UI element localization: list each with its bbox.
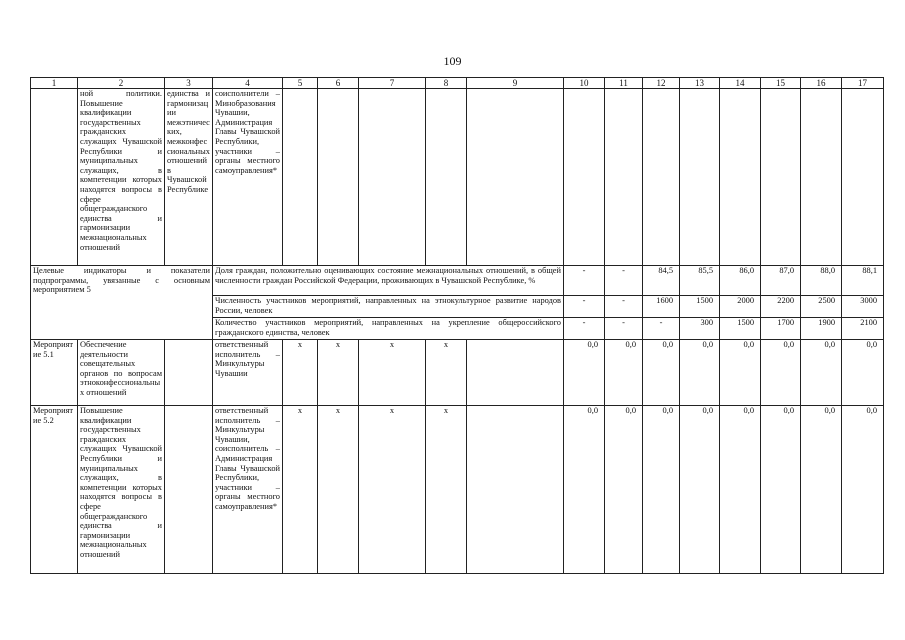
goal-cell [165, 340, 213, 406]
measure-id: Мероприятие 5.2 [31, 406, 78, 574]
funding-value: 0,0 [761, 406, 801, 574]
header-cell: 5 [283, 78, 318, 89]
header-cell: 12 [643, 78, 680, 89]
indicator-value: - [605, 266, 643, 296]
header-cell: 13 [680, 78, 720, 89]
indicator-value: - [643, 318, 680, 340]
indicator-text: Количество участников мероприятий, направленных на укрепление общероссийского гражданского единства, человек [213, 318, 564, 340]
indicator-value: 88,1 [842, 266, 884, 296]
indicator-value: 86,0 [720, 266, 761, 296]
indicator-value: 2000 [720, 296, 761, 318]
indicator-value: 2500 [801, 296, 842, 318]
x-mark: x [426, 340, 467, 406]
indicator-value: 1600 [643, 296, 680, 318]
indicator-value: - [605, 318, 643, 340]
header-cell: 3 [165, 78, 213, 89]
header-cell: 4 [213, 78, 283, 89]
x-mark: x [426, 406, 467, 574]
header-cell: 15 [761, 78, 801, 89]
header-cell: 2 [78, 78, 165, 89]
indicator-value: 1500 [720, 318, 761, 340]
funding-value: 0,0 [564, 340, 605, 406]
funding-value: 0,0 [761, 340, 801, 406]
header-cell: 1 [31, 78, 78, 89]
funding-value: 0,0 [643, 340, 680, 406]
executor-cell: ответственный исполнитель – Минкультуры Чувашии [213, 340, 283, 406]
indicator-value: - [564, 318, 605, 340]
header-cell: 17 [842, 78, 884, 89]
indicators-label: Целевые индикаторы и показатели подпрограммы, увязанные с основным мероприятием 5 [31, 266, 213, 340]
measure-id: Мероприятие 5.1 [31, 340, 78, 406]
indicator-value: 2100 [842, 318, 884, 340]
x-mark: x [318, 340, 359, 406]
funding-value: 0,0 [801, 406, 842, 574]
executor-cell: соисполнители – Минобразования Чувашии, Администрация Главы Чувашской Республики, участники – органы местного самоуправления* [213, 89, 283, 266]
funding-value: 0,0 [842, 340, 884, 406]
funding-value: 0,0 [564, 406, 605, 574]
page-number: 109 [443, 54, 462, 68]
funding-value: 0,0 [720, 406, 761, 574]
measure-row [31, 340, 884, 406]
indicator-value: 1900 [801, 318, 842, 340]
indicator-value: 1500 [680, 296, 720, 318]
header-row [31, 78, 884, 89]
funding-value: 0,0 [680, 340, 720, 406]
header-cell: 14 [720, 78, 761, 89]
x-mark: x [359, 406, 426, 574]
funding-value: 0,0 [605, 406, 643, 574]
executor-cell: ответственный исполнитель – Минкультуры Чувашии, соисполнитель – Администрация Главы Чувашской Республики, участники – органы местного самоуправления* [213, 406, 283, 574]
header-cell: 9 [467, 78, 564, 89]
funding-value: 0,0 [680, 406, 720, 574]
indicator-value: 300 [680, 318, 720, 340]
header-cell: 10 [564, 78, 605, 89]
header-cell: 8 [426, 78, 467, 89]
measure-name-cell: Обеспечение деятельности совещательных органов по вопросам этноконфессиональных отношений [78, 340, 165, 406]
header-cell: 11 [605, 78, 643, 89]
funding-value: 0,0 [643, 406, 680, 574]
continuation-row [31, 89, 884, 266]
funding-value: 0,0 [720, 340, 761, 406]
indicator-value: - [564, 296, 605, 318]
goal-cell: единства и гармонизации межэтнических, межконфессиональных отношений в Чувашской Республике [165, 89, 213, 266]
indicator-value: 84,5 [643, 266, 680, 296]
indicator-value: 2200 [761, 296, 801, 318]
indicator-value: 85,5 [680, 266, 720, 296]
indicator-value: 1700 [761, 318, 801, 340]
x-mark: x [359, 340, 426, 406]
funding-value: 0,0 [801, 340, 842, 406]
indicator-value: 88,0 [801, 266, 842, 296]
measure-name-cell: ной политики. Повышение квалификации государственных гражданских служащих Чувашской Республики и муниципальных служащих, в компетенции которых находятся вопросы в сфере общегражданского единства и гармонизации межнациональных отношений [78, 89, 165, 266]
x-mark: x [318, 406, 359, 574]
header-cell: 7 [359, 78, 426, 89]
indicator-text: Доля граждан, положительно оценивающих состояние межнациональных отношений, в общей численности граждан Российской Федерации, проживающих в Чувашской Республике, % [213, 266, 564, 296]
indicator-value: - [564, 266, 605, 296]
header-cell: 16 [801, 78, 842, 89]
funding-value: 0,0 [605, 340, 643, 406]
x-mark: x [283, 406, 318, 574]
goal-cell [165, 406, 213, 574]
funding-value: 0,0 [842, 406, 884, 574]
indicator-text: Численность участников мероприятий, направленных на этнокультурное развитие народов России, человек [213, 296, 564, 318]
indicator-value: - [605, 296, 643, 318]
indicator-value: 3000 [842, 296, 884, 318]
header-cell: 6 [318, 78, 359, 89]
measure-row [31, 406, 884, 574]
indicator-value: 87,0 [761, 266, 801, 296]
budget-table [30, 77, 884, 574]
indicator-row [31, 266, 884, 296]
x-mark: x [283, 340, 318, 406]
measure-name-cell: Повышение квалификации государственных гражданских служащих Чувашской Республики и муниципальных служащих, в компетенции которых находятся вопросы в сфере общегражданского единства и гармонизации межнациональных отношений [78, 406, 165, 574]
